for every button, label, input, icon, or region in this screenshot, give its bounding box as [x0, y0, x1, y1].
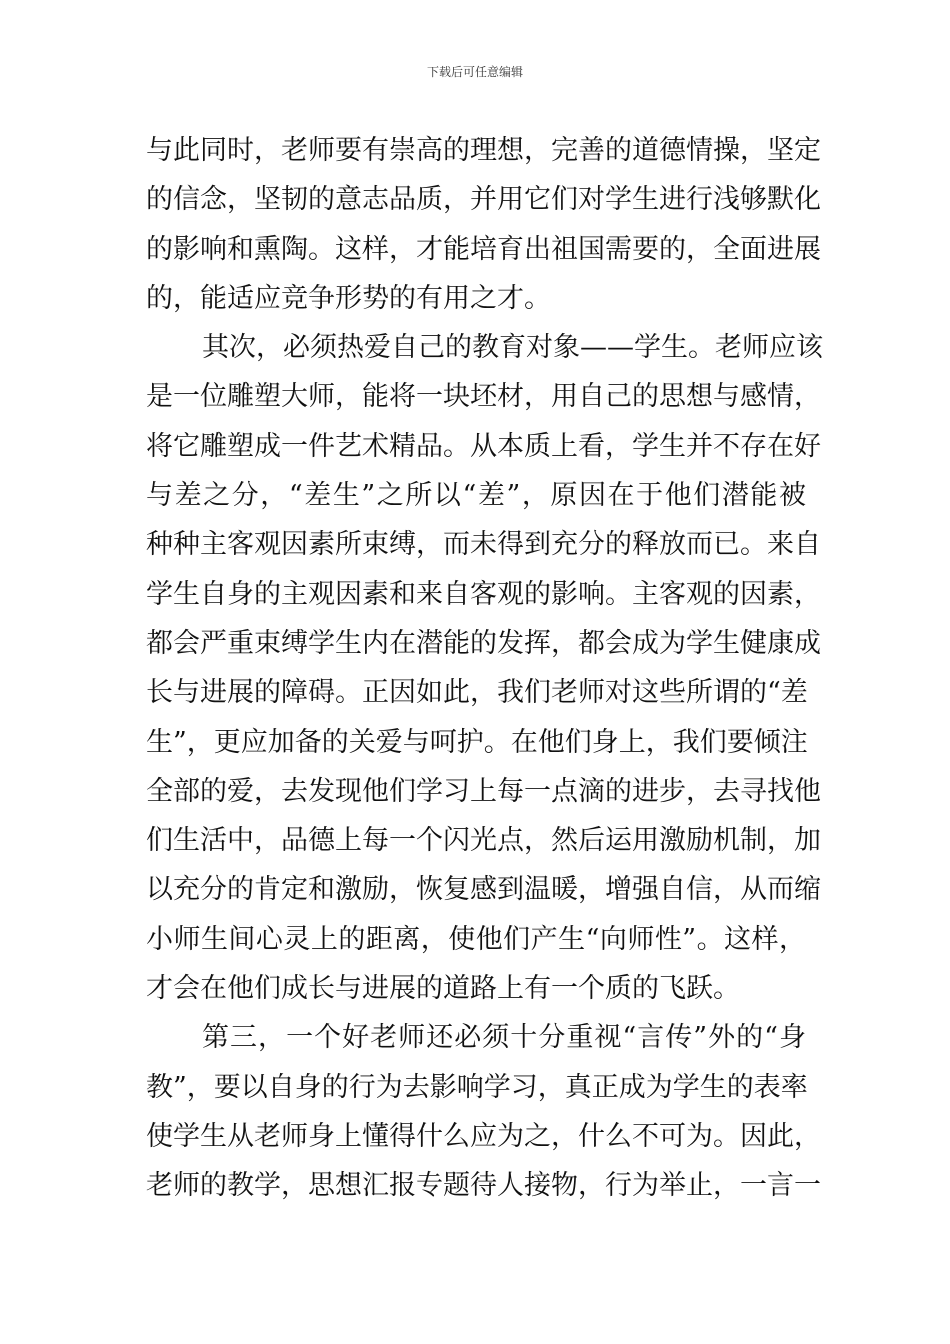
text-line: 长与进展的障碍。正因如此，我们老师对这些所谓的“差	[146, 677, 808, 709]
text-line: 都会严重束缚学生内在潜能的发挥，都会成为学生健康成	[146, 627, 821, 659]
text-line: 以充分的肯定和激励，恢复感到温暖，增强自信，从而缩	[146, 874, 821, 906]
text-line: 们生活中，品德上每一个闪光点，然后运用激励机制，加	[146, 825, 821, 857]
text-line: 全部的爱，去发现他们学习上每一点滴的进步，去寻找他	[146, 775, 821, 807]
text-line: 的影响和熏陶。这样，才能培育出祖国需要的，全面进展	[146, 233, 821, 265]
text-line: 使学生从老师身上懂得什么应为之，什么不可为。因此，	[146, 1120, 821, 1152]
text-line: 种种主客观因素所束缚，而未得到充分的释放而已。来自	[146, 529, 821, 561]
text-line: 第三，一个好老师还必须十分重视“言传”外的“身	[202, 1022, 806, 1054]
text-line: 小师生间心灵上的距离，使他们产生“向师性”。这样，	[146, 923, 806, 955]
body-text	[146, 126, 823, 1211]
text-line: 教”，要以自身的行为去影响学习，真正成为学生的表率	[146, 1071, 808, 1103]
text-line: 学生自身的主观因素和来自客观的影响。主客观的因素，	[146, 578, 821, 610]
text-line: 的，能适应竞争形势的有用之才。	[146, 282, 551, 314]
text-line: 才会在他们成长与进展的道路上有一个质的飞跃。	[146, 973, 740, 1005]
text-line: 的信念，坚韧的意志品质，并用它们对学生进行浅够默化	[146, 184, 821, 216]
text-line: 与差之分，“差生”之所以“差”，原因在于他们潜能被	[146, 480, 806, 512]
text-line: 其次，必须热爱自己的教育对象——学生。老师应该	[202, 332, 823, 364]
page-header: 下载后可任意编辑	[426, 65, 523, 79]
text-line: 生”，更应加备的关爱与呵护。在他们身上，我们要倾注	[146, 726, 808, 758]
text-line: 是一位雕塑大师，能将一块坯材，用自己的思想与感情，	[146, 381, 821, 413]
text-line: 将它雕塑成一件艺术精品。从本质上看，学生并不存在好	[146, 430, 821, 462]
text-line: 老师的教学，思想汇报专题待人接物，行为举止，一言一	[146, 1170, 821, 1202]
text-line: 与此同时，老师要有崇高的理想，完善的道德情操，坚定	[146, 135, 821, 166]
